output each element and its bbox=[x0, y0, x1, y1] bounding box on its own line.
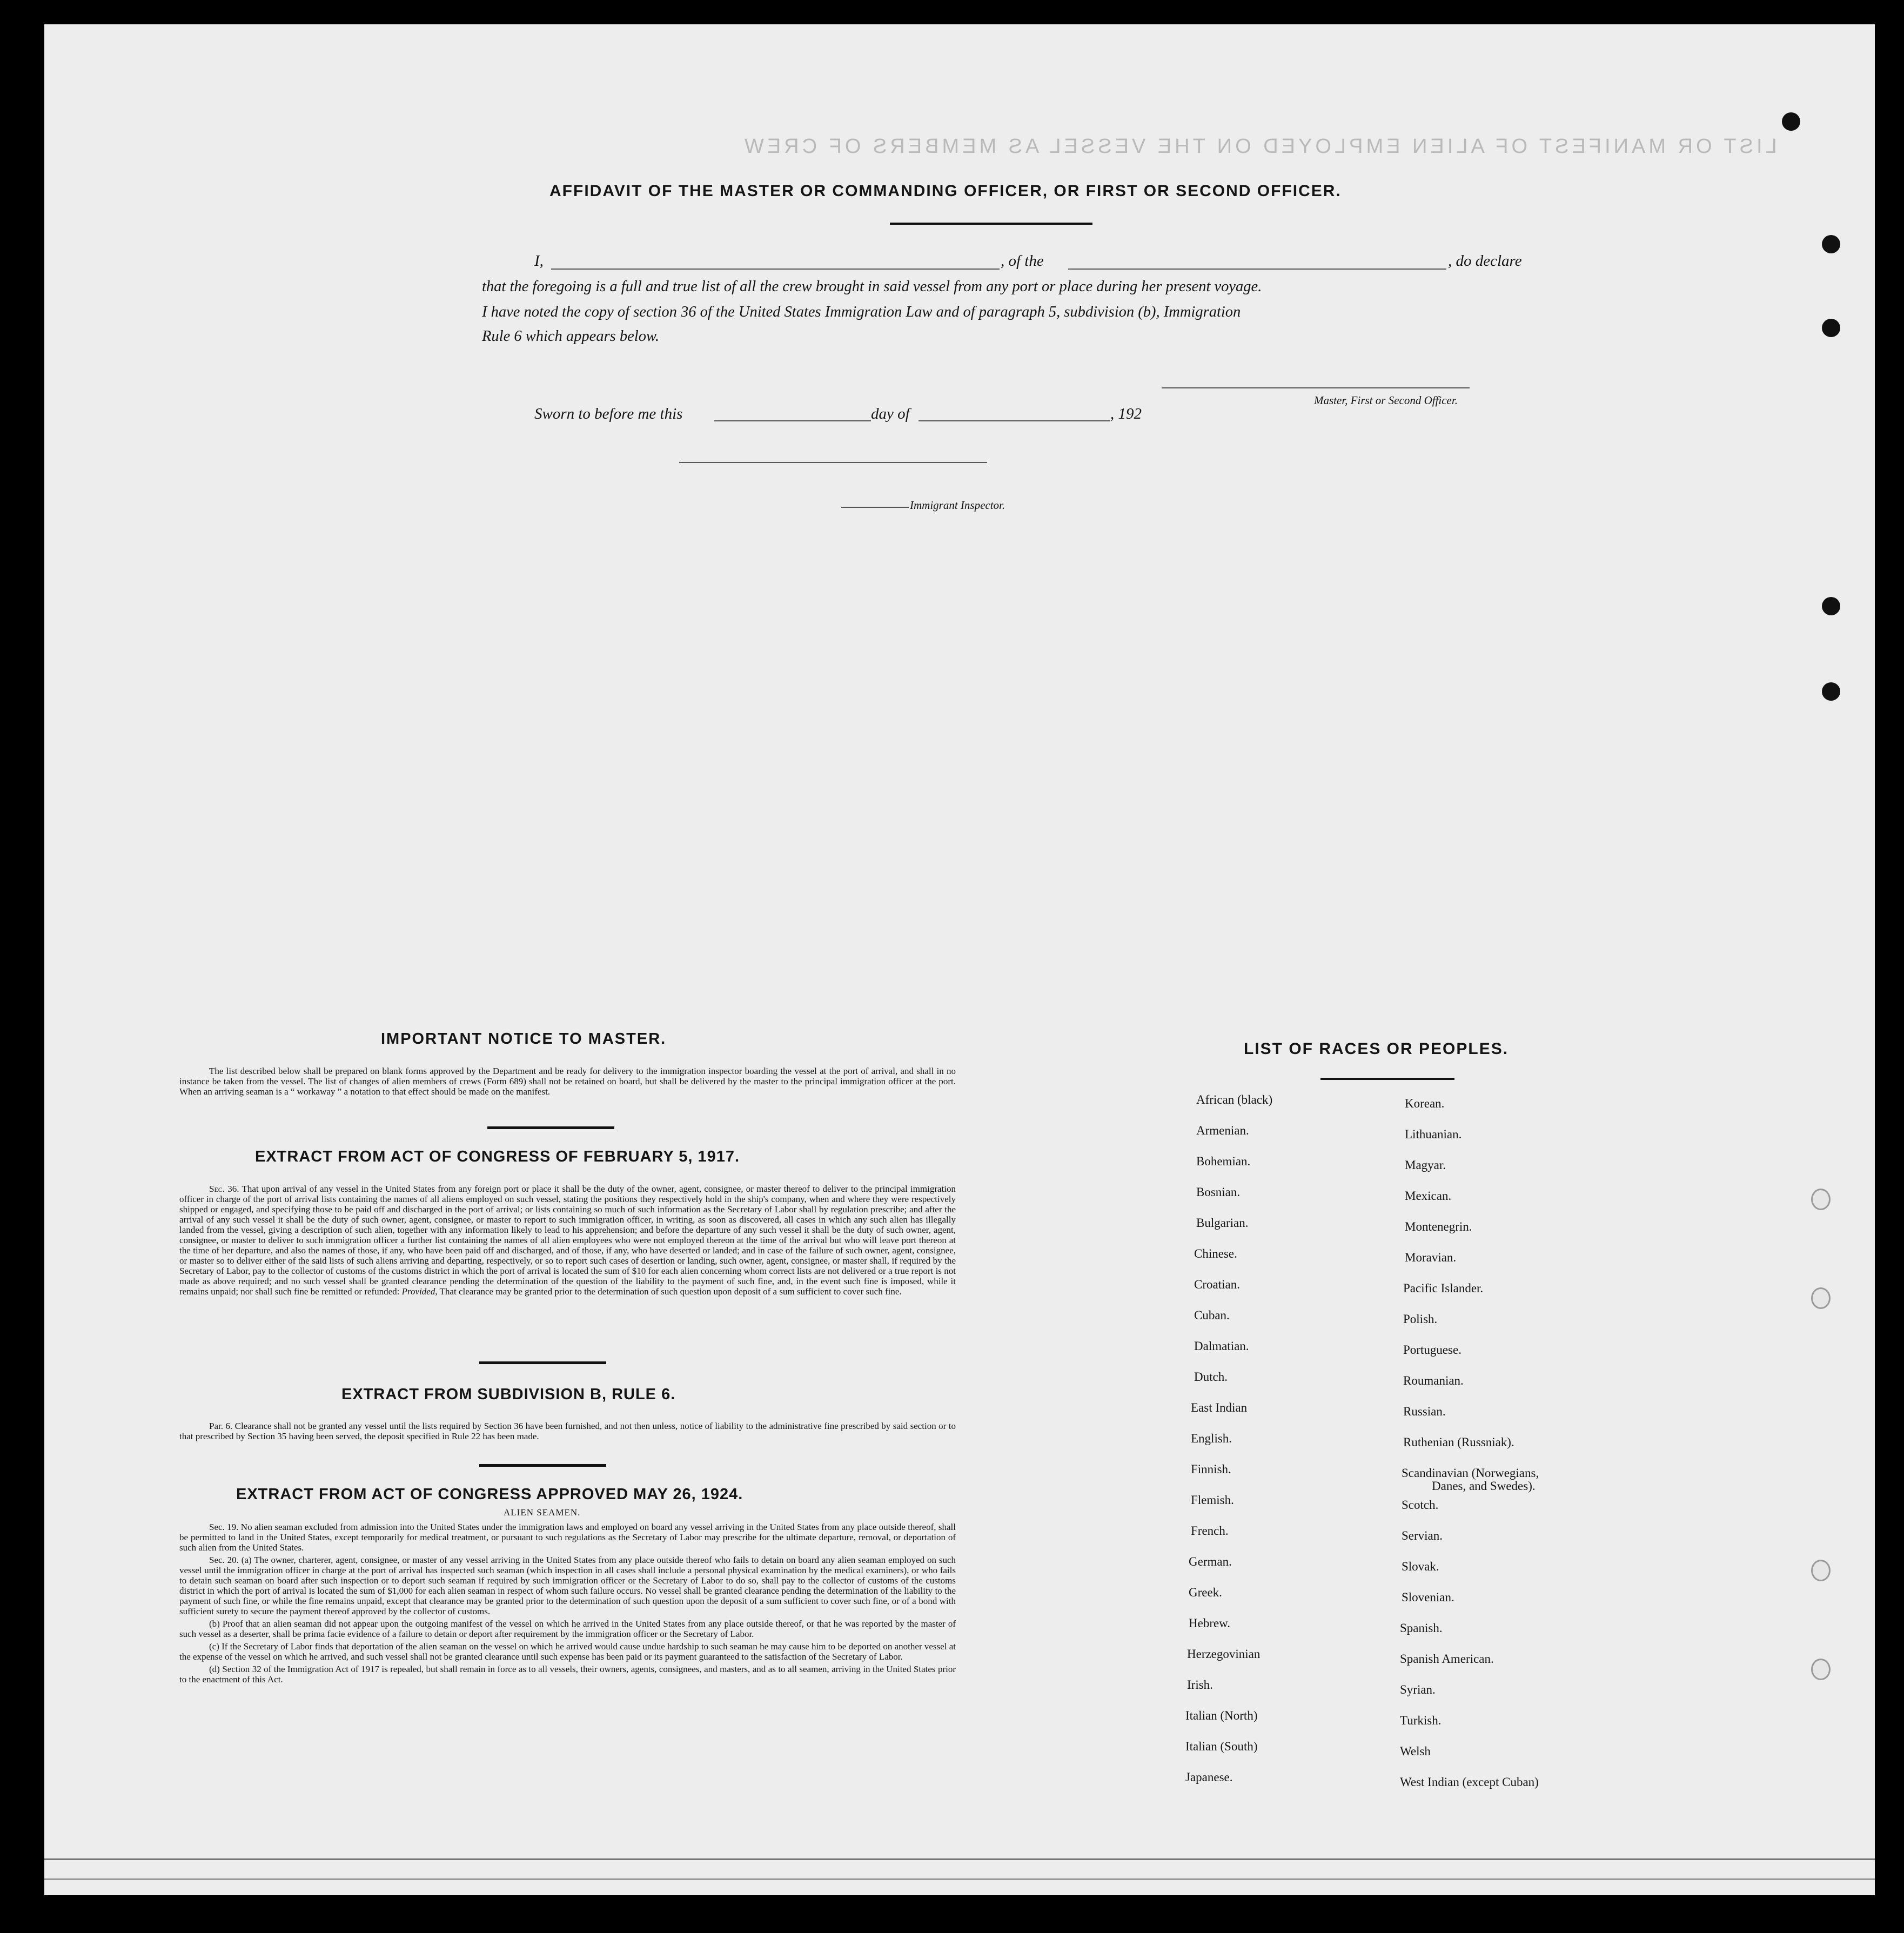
race-item: Turkish. bbox=[1400, 1714, 1442, 1727]
affidavit-line1-end: , do declare bbox=[1448, 252, 1522, 270]
sec-20b-paragraph: (b) Proof that an alien seaman did not appear upon the outgoing manifest of the vessel on which he arrived in the United States from any place outside thereof, or that he was reported by the master of such vessel as a deserter, shall be prima facie evidence of a failure to detain or deport after requirement by the immigration officer or the Secretary of Labor. bbox=[179, 1619, 956, 1639]
race-item: Dalmatian. bbox=[1194, 1339, 1249, 1353]
race-item: Mexican. bbox=[1405, 1189, 1452, 1203]
race-item: Chinese. bbox=[1194, 1247, 1237, 1260]
race-item: Herzegovinian bbox=[1187, 1647, 1261, 1661]
sworn-mid: day of bbox=[871, 405, 910, 422]
race-item: Spanish. bbox=[1400, 1621, 1443, 1635]
race-item: Italian (North) bbox=[1185, 1709, 1258, 1722]
extract-rule6-title: EXTRACT FROM SUBDIVISION B, RULE 6. bbox=[341, 1386, 676, 1403]
extract-1917-title: EXTRACT FROM ACT OF CONGRESS OF FEBRUARY 5, 1917. bbox=[255, 1148, 740, 1165]
race-item: Polish. bbox=[1403, 1312, 1438, 1326]
sec-20d-paragraph: (d) Section 32 of the Immigration Act of 1917 is repealed, but shall remain in force as to all vessels, their owners, agents, consignees, and masters, and as to all seamen, arriving in the United States prior to the enactment of this Act. bbox=[179, 1664, 956, 1684]
race-item: Japanese. bbox=[1185, 1770, 1233, 1784]
race-item: Montenegrin. bbox=[1405, 1220, 1472, 1233]
race-item: West Indian (except Cuban) bbox=[1400, 1775, 1539, 1789]
affidavit-line4: Rule 6 which appears below. bbox=[482, 328, 659, 345]
notice-paragraph: The list described below shall be prepared on blank forms approved by the Department and be ready for delivery to the immigration inspector boarding the vessel at the port of arrival, and shall in no instance be taken from the vessel. The list of changes of alien members of crews (Form 689) shall not be retained on board, but shall be delivered by the master to the principal immigration officer at the port. When an arriving seaman is a “ workaway ” a notation to that effect should be made on the manifest. bbox=[179, 1066, 956, 1097]
binder-hole bbox=[1782, 112, 1800, 131]
affidavit-line1-start: I, bbox=[534, 252, 544, 270]
race-item: French. bbox=[1191, 1524, 1229, 1538]
binder-ring bbox=[1811, 1659, 1831, 1680]
races-title: LIST OF RACES OR PEOPLES. bbox=[1244, 1040, 1509, 1058]
binder-hole bbox=[1822, 235, 1840, 253]
races-title-rule bbox=[1320, 1078, 1454, 1080]
sworn-month-blank bbox=[919, 420, 1110, 421]
extract-1917-text bbox=[179, 1184, 956, 1297]
extract-1917-rule bbox=[479, 1361, 606, 1364]
race-item: Roumanian. bbox=[1403, 1374, 1464, 1387]
binder-hole bbox=[1822, 597, 1840, 615]
race-item: Bosnian. bbox=[1196, 1185, 1241, 1199]
proviso-word: Provided, bbox=[401, 1286, 438, 1297]
race-item: German. bbox=[1189, 1555, 1232, 1568]
race-item: Korean. bbox=[1405, 1097, 1445, 1110]
extract-rule6-rule bbox=[479, 1464, 606, 1467]
race-item: Slovenian. bbox=[1402, 1590, 1454, 1604]
race-item: Croatian. bbox=[1194, 1278, 1240, 1291]
affidavit-vessel-blank bbox=[1068, 269, 1446, 270]
race-item: Scotch. bbox=[1402, 1498, 1439, 1512]
sworn-start: Sworn to before me this bbox=[534, 405, 683, 422]
extract-1924-text bbox=[179, 1522, 956, 1684]
race-item: Armenian. bbox=[1196, 1124, 1249, 1137]
inspector-prefix-line bbox=[841, 507, 909, 508]
extract-1924-title: EXTRACT FROM ACT OF CONGRESS APPROVED MAY 26, 1924. bbox=[236, 1486, 743, 1503]
race-item: Lithuanian. bbox=[1405, 1127, 1462, 1141]
document-page bbox=[44, 24, 1875, 1895]
race-item: Welsh bbox=[1400, 1744, 1431, 1758]
extract-1924-subtitle: ALIEN SEAMEN. bbox=[504, 1507, 581, 1518]
race-item: Magyar. bbox=[1405, 1158, 1446, 1172]
race-item: Dutch. bbox=[1194, 1370, 1228, 1384]
race-item: Bohemian. bbox=[1196, 1155, 1251, 1168]
master-label: Master, First or Second Officer. bbox=[1314, 394, 1458, 407]
extract-rule6-text bbox=[179, 1421, 956, 1441]
race-item: Portuguese. bbox=[1403, 1343, 1461, 1357]
sec-19-paragraph: Sec. 19. No alien seaman excluded from admission into the United States under the immigration laws and employed on board any vessel arriving in the United States from any place outside thereof, shall be permitted to land in the United States, except temporarily for medical treatment, or pursuant to such regulations as the Secretary of Labor may prescribe for the ultimate departure, removal, or deportation of such alien from the United States. bbox=[179, 1522, 956, 1553]
binder-ring bbox=[1811, 1189, 1831, 1210]
race-item: East Indian bbox=[1191, 1401, 1248, 1414]
race-item: Hebrew. bbox=[1189, 1616, 1231, 1630]
race-item: Scandinavian (Norwegians, bbox=[1402, 1466, 1539, 1480]
race-item: Spanish American. bbox=[1400, 1652, 1494, 1666]
notice-text bbox=[179, 1066, 956, 1097]
bleed-through-heading: LIST OR MANIFEST OF ALIEN EMPLOYED ON THE VESSEL AS MEMBERS OF CREW bbox=[741, 135, 1777, 158]
sec-20a-paragraph: Sec. 20. (a) The owner, charterer, agent, consignee, or master of any vessel arriving in the United States from any place outside thereof who fails to detain on board any alien seaman employed on such vessel until the immigration officer in charge at the port of arrival has inspected such seaman (which inspection in all cases shall include a personal physical examination by the medical examiners), or who fails to detain such seaman on board after such inspection or to deport such seaman if required by such immigration officer or the Secretary of Labor to do so, shall pay to the collector of customs of the customs district in which the port of arrival is located the sum of $1,000 for each alien seaman in respect of whom such failure occurs. No vessel shall be granted clearance pending the determination of the liability to the payment of such fine, or while the fine remains unpaid, except that clearance may be granted prior to the determination of such question upon the deposit of a sum sufficient to cover such fine, or of a bond with sufficient surety to secure the payment thereof approved by the collector of customs. bbox=[179, 1555, 956, 1616]
affidavit-name-blank bbox=[551, 269, 1000, 270]
race-item: Greek. bbox=[1189, 1586, 1222, 1599]
race-item: Ruthenian (Russniak). bbox=[1403, 1435, 1514, 1449]
proviso-text: That clearance may be granted prior to the determination of such question upon deposit of a sum sufficient to cover such fine. bbox=[439, 1286, 902, 1297]
race-item: Cuban. bbox=[1194, 1308, 1230, 1322]
affidavit-title-rule bbox=[890, 223, 1092, 225]
race-item: Finnish. bbox=[1191, 1462, 1231, 1476]
race-item: Moravian. bbox=[1405, 1251, 1457, 1264]
master-signature-line bbox=[1162, 387, 1470, 388]
race-item: Servian. bbox=[1402, 1529, 1443, 1542]
binder-hole bbox=[1822, 682, 1840, 701]
sec-36-label: Sec. 36. bbox=[209, 1184, 239, 1194]
binder-hole bbox=[1822, 319, 1840, 337]
affidavit-line2: that the foregoing is a full and true list of all the crew brought in said vessel from any port or place during her present voyage. bbox=[482, 278, 1262, 295]
race-item: African (black) bbox=[1196, 1093, 1273, 1106]
race-item: Bulgarian. bbox=[1196, 1216, 1249, 1230]
race-item: English. bbox=[1191, 1432, 1232, 1445]
sec-36-text: That upon arrival of any vessel in the United States from any foreign port or place it shall be the duty of the owner, agent, consignee, or master thereof to deliver to the principal immigration officer in charge of the port of arrival lists containing the names of all aliens employed on such vessel, stating the positions they respectively hold in the ship's company, when and where they were respectively shipped or engaged, and specifying those to be paid off and discharged in the port of arrival; or lists containing so much of such information as the Secretary of Labor shall by regulation prescribe; and after the arrival of any such vessel it shall be the duty of such owner, agent, consignee, or master to report to such immigration officer, in writing, as soon as discovered, all cases in which any such alien has illegally landed from the vessel, giving a description of such alien, together with any information likely to lead to his apprehension; and before the departure of any such vessel it shall be the duty of such owner, agent, consignee, or master to deliver to such immigration officer a further list containing the names of all alien employees who were not employed thereon at the time of the arrival but who will leave port thereon at the time of her departure, and also the names of those, if any, who have been paid off and discharged, and of those, if any, who have deserted or landed; and in case of the failure of such owner, agent, consignee, or master so to deliver either of the said lists of such aliens arriving and departing, respectively, or so to report such cases of desertion or landing, such owner, agent, consignee, or master shall, if required by the Secretary of Labor, pay to the collector of customs of the customs district in which the port of arrival is located the sum of $10 for each alien concerning whom correct lists are not delivered or a true report is not made as above required; and no such vessel shall be granted clearance pending the determination of the question of the liability to the payment of such fine, and, in the event such fine is imposed, while it remains unpaid; nor shall such fine be remitted or refunded: bbox=[179, 1184, 956, 1297]
race-item: Slovak. bbox=[1402, 1560, 1439, 1573]
sec-20c-paragraph: (c) If the Secretary of Labor finds that deportation of the alien seaman on the vessel on which he arrived would cause undue hardship to such seaman he may cause him to be deported on another vessel at the expense of the vessel on which he arrived, and such vessel shall not be granted clearance until such expense has been paid or its payment guaranteed to the satisfaction of the Secretary of Labor. bbox=[179, 1641, 956, 1662]
race-item: Russian. bbox=[1403, 1405, 1446, 1418]
race-item: Flemish. bbox=[1191, 1493, 1234, 1507]
race-item: Irish. bbox=[1187, 1678, 1213, 1692]
affidavit-line1-mid: , of the bbox=[1001, 252, 1044, 270]
race-item: Danes, and Swedes). bbox=[1432, 1479, 1536, 1493]
binder-ring bbox=[1811, 1287, 1831, 1309]
sworn-end: , 192 bbox=[1110, 405, 1142, 422]
affidavit-line3: I have noted the copy of section 36 of the United States Immigration Law and of paragraph 5, subdivision (b), Immigration bbox=[482, 304, 1241, 320]
notice-rule bbox=[487, 1126, 614, 1129]
notice-title: IMPORTANT NOTICE TO MASTER. bbox=[381, 1030, 667, 1048]
race-item: Pacific Islander. bbox=[1403, 1281, 1484, 1295]
affidavit-title: AFFIDAVIT OF THE MASTER OR COMMANDING OFFICER, OR FIRST OR SECOND OFFICER. bbox=[549, 182, 1342, 200]
inspector-label: Immigrant Inspector. bbox=[910, 499, 1005, 512]
binder-ring bbox=[1811, 1560, 1831, 1581]
race-item: Italian (South) bbox=[1185, 1740, 1258, 1753]
race-item: Syrian. bbox=[1400, 1683, 1436, 1696]
rule6-paragraph: Par. 6. Clearance shall not be granted any vessel until the lists required by Section 36 have been furnished, and not then unless, notice of liability to the administrative fine prescribed by said section or to that prescribed by Section 35 having been served, the deposit specified in Rule 22 has been made. bbox=[179, 1421, 956, 1441]
sworn-day-blank bbox=[714, 420, 871, 421]
inspector-signature-line bbox=[679, 462, 987, 463]
